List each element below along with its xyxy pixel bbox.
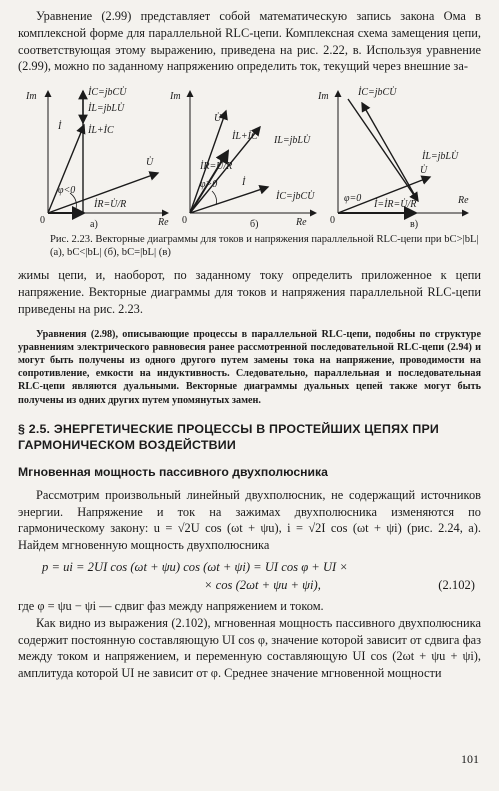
where-line: где φ = ψu − ψi — сдвиг фаз между напряжением и током. xyxy=(18,598,324,613)
diagram-a xyxy=(25,86,169,230)
diagram-b xyxy=(169,91,316,230)
axis-im-label-c: Im xyxy=(318,91,329,103)
figure-2-23 xyxy=(18,81,481,231)
origin-c: 0 xyxy=(330,215,335,227)
label-u-c: U̇ xyxy=(420,165,428,177)
subsection-heading: Мгновенная мощность пассивного двухполюсника xyxy=(18,464,328,479)
axis-im-label-a: Im xyxy=(26,91,37,103)
label-il-c: İL=jbLU̇ xyxy=(422,151,459,163)
section-heading: § 2.5. ЭНЕРГЕТИЧЕСКИЕ ПРОЦЕССЫ В ПРОСТЕЙШИХ ЦЕПЯХ ПРИ ГАРМОНИЧЕСКОМ ВОЗДЕЙСТВИИ xyxy=(18,421,440,452)
label-il-b: IL=jbLU̇ xyxy=(274,135,311,147)
consider-paragraph: Рассмотрим произвольный линейный двухполюсник, не содержащий источников энергии. Напряжение и ток на зажимах двухполюсника изменяются по гармоническому закону: u = √2U cos (ωt + ψu), i = √2I cos (ωt + ψi) (рис. 2.24, а). Найдем мгновенную мощность двухполюсника xyxy=(18,487,481,553)
origin-a: 0 xyxy=(40,215,45,227)
label-ic-b: İC=jbCU̇ xyxy=(276,191,315,203)
label-u-a: U̇ xyxy=(146,157,154,169)
figure-caption: Рис. 2.23. Векторные диаграммы для токов и напряжения параллельной RLC-цепи при bC>|bL| (а), bC<|bL| (б), bC=|bL| (в) xyxy=(50,234,479,259)
continuation-paragraph: жимы цепи, и, наоборот, по заданному току определить приложенное к цепи напряжение. Векторные диаграммы для токов и напряжения параллельной RLC-цепи приведены на рис. 2.23. xyxy=(18,268,481,316)
origin-b: 0 xyxy=(182,215,187,227)
label-ir-a: İR=U̇/R xyxy=(94,199,127,211)
phi-arc-b xyxy=(212,191,217,205)
vector-i-b xyxy=(190,187,268,213)
equation-line-2: × cos (2ωt + ψu + ψi), xyxy=(204,577,321,592)
label-il-a: İL=jbLU̇ xyxy=(88,103,125,115)
label-phi-c: φ=0 xyxy=(344,193,362,205)
label-ir-b: İR=U̇/R xyxy=(200,161,233,173)
small-print-paragraph: Уравнения (2.98), описывающие процессы в параллельной RLC-цепи, подобны по структуре уравнениям электрического равновесия ранее рассмотренной последовательной RLC-цепи (2.94) и могут быть получены из одного другого путем замены тока на напряжение, проводимости на сопротивление, емкости на индуктивность. Следовательно, параллельная и последовательная RLC-цепи являются дуальными. Векторные диаграммы дуальных цепей также могут быть получены из одних других путем упомянутых замен. xyxy=(18,328,481,406)
label-u-b: U̇ xyxy=(214,113,222,125)
axis-im-label-b: Im xyxy=(170,91,181,103)
axis-re-label-b: Re xyxy=(296,217,307,229)
label-ic-c: İC=jbCU̇ xyxy=(358,87,397,99)
label-i-a: İ xyxy=(58,121,62,133)
vector-il-c xyxy=(362,103,418,201)
final-paragraph: Как видно из выражения (2.102), мгновенная мощность пассивного двухполюсника содержит постоянную составляющую UI cos φ, значение которой зависит от сдвига фаз между током и напряжением, и переменную составляющую UI cos (2ωt + ψu + ψi), амплитуда которой UI не зависит от φ. Среднее значение мгновенной мощности xyxy=(18,615,481,681)
label-phi-a: φ<0 xyxy=(58,185,76,197)
equation-number: (2.102) xyxy=(438,577,475,592)
intro-paragraph: Уравнение (2.99) представляет собой математическую запись закона Ома в комплексной форме для параллельной RLC-цепи. Комплексная схема замещения цепи, соответствующая этому выражению, приведена на рис. 2.22, в. Используя уравнение (2.99), можно по заданному напряжению определить ток, текущий через внешние за- xyxy=(18,9,481,74)
page-number: 101 xyxy=(461,752,479,766)
diagram-c xyxy=(317,86,469,230)
vector-diagrams xyxy=(18,81,481,231)
tag-a: а) xyxy=(90,219,98,231)
label-sum-a: İL+İC xyxy=(88,125,114,137)
label-phi-b: φ>0 xyxy=(200,179,218,191)
label-i-b: İ xyxy=(242,177,246,189)
axis-re-label-a: Re xyxy=(158,217,169,229)
label-ic-a: İC=jbCU̇ xyxy=(88,87,127,99)
equation-2-102 xyxy=(18,558,481,594)
tag-b: б) xyxy=(250,219,259,231)
equation-line-1: p = ui = 2UI cos (ωt + ψu) cos (ωt + ψi) = UI cos φ + UI × xyxy=(42,559,348,574)
vector-i-a xyxy=(48,125,84,213)
label-sum-b: İL+İC xyxy=(232,131,258,143)
axis-re-label-c: Re xyxy=(458,195,469,207)
book-page xyxy=(18,8,481,682)
label-i-c: İ=İR=U̇/R xyxy=(374,199,417,211)
tag-c: в) xyxy=(410,219,419,231)
